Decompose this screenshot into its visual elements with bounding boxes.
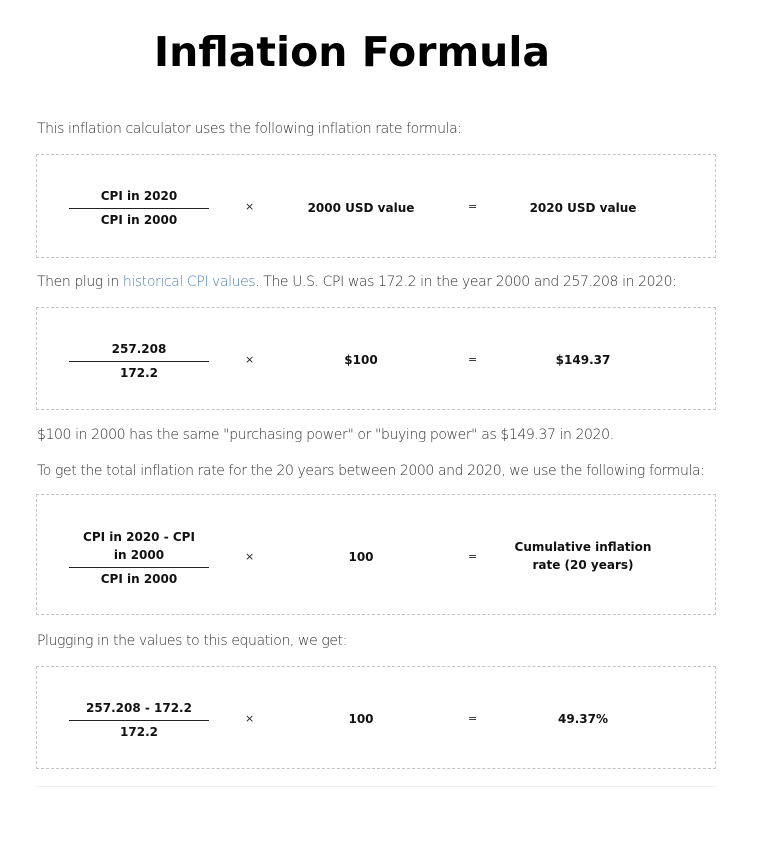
denominator: CPI in 2000 [100,213,178,227]
numerator: CPI in 2020 - CPI in 2000 [69,528,209,568]
purchasing-power-text: $100 in 2000 has the same "purchasing power" or "buying power" as $149.37 in 2020. [37,427,614,443]
formula-box-result [36,666,716,769]
equals-sign: = [468,712,478,725]
denominator: 172.2 [120,725,158,739]
numerator: 257.208 - 172.2 [69,699,209,721]
divider [36,786,716,787]
formula-box-general [36,154,716,258]
historical-cpi-link[interactable]: historical CPI values [122,274,256,290]
plug-text-before: Then plug in [37,274,123,290]
fraction [69,528,209,587]
times-sign: × [245,712,255,725]
page-title: Inflation Formula [153,28,551,76]
denominator: 172.2 [120,366,158,380]
total-rate-text: To get the total inflation rate for the 20 years between 2000 and 2020, we use the following formula: [37,463,705,479]
formula-box-values [36,307,716,410]
times-sign: × [245,550,255,563]
equals-sign: = [468,200,478,213]
equals-sign: = [468,353,478,366]
numerator: CPI in 2020 [69,187,209,209]
multiplier: 100 [348,550,374,564]
denominator: CPI in 2000 [100,572,178,586]
times-sign: × [245,353,255,366]
multiplier: 2000 USD value [307,201,415,215]
multiplier: $100 [344,353,378,367]
times-sign: × [245,200,255,213]
formula-box-cumulative [36,494,716,615]
result: $149.37 [555,353,611,367]
result: Cumulative inflation rate (20 years) [514,540,652,572]
numerator: 257.208 [69,340,209,362]
result: 49.37% [558,712,608,726]
equals-sign: = [468,550,478,563]
result: 2020 USD value [529,201,637,215]
fraction [69,187,209,228]
fraction [69,340,209,381]
intro-text: This inflation calculator uses the following inflation rate formula: [37,121,462,137]
plug-text [37,274,676,290]
multiplier: 100 [348,712,374,726]
plug-text-after: . The U.S. CPI was 172.2 in the year 2000 and 257.208 in 2020: [255,274,677,290]
plugging-text: Plugging in the values to this equation, we get: [37,633,347,649]
fraction [69,699,209,740]
